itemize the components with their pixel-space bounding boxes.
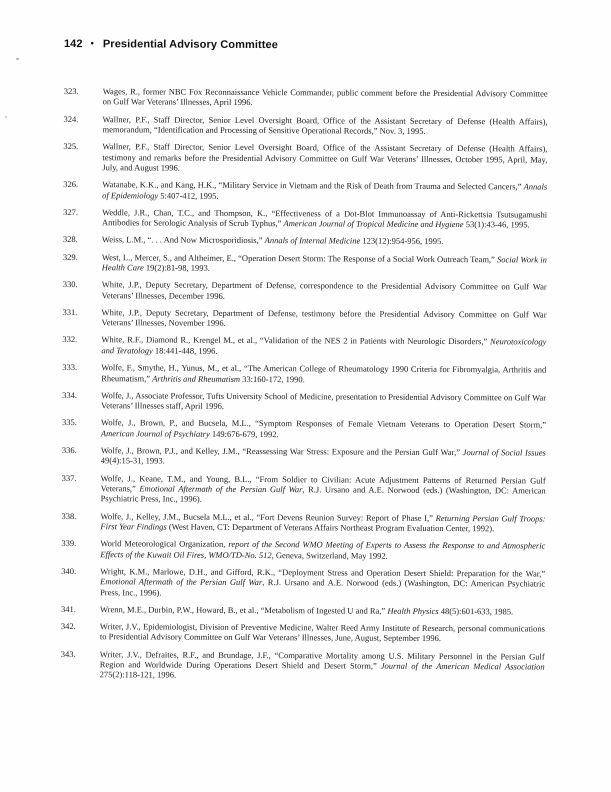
scan-artifact — [5, 116, 7, 118]
running-header-title: Presidential Advisory Committee — [102, 38, 278, 52]
reference-text: Wolfe, J., Brown, P.J., and Kelley, J.M., “Reassessing War Stress: Exposure and the Persian Gulf War,” Journal of Social Issues 49(4):15-31, 1993. — [100, 445, 546, 466]
reference-text: Wolfe, J., Kelley, J.M., Bucsela M.L., et al., “Fort Devens Reunion Survey: Report of Phase I,” Returning Persian Gulf Troops: First Year Findings (West Haven, CT: Department of Veterans Affairs Northeast Program Evaluation Center, 1992). — [100, 510, 546, 534]
reference-number: 342. — [60, 620, 76, 632]
reference-text: White, J.P., Deputy Secretary, Department of Defense, correspondence to the Presidential Advisory Committee on Gulf War Veterans’ Illnesses, December 1996. — [101, 279, 547, 301]
reference-text: Wolfe, J., Associate Professor, Tufts University School of Medicine, presentation to Presidential Advisory Committee on Gulf War Veterans’ Illnesses staff, April 1996. — [101, 389, 547, 411]
reference-number: 337. — [61, 472, 77, 483]
reference-entry — [63, 234, 547, 247]
scan-artifact — [16, 58, 19, 60]
reference-number: 331. — [62, 306, 78, 317]
reference-number: 332. — [62, 334, 78, 345]
reference-entry — [61, 566, 545, 600]
reference-entry — [61, 649, 545, 683]
reference-entry — [64, 86, 548, 109]
reference-entry — [63, 141, 547, 175]
reference-entry — [62, 362, 546, 385]
reference-list — [61, 86, 548, 682]
reference-number: 339. — [61, 538, 77, 549]
reference-text: Wallner, P.F., Staff Director, Senior Level Oversight Board, Office of the Assistant Secretary of Defense (Health Affairs), testimony and remarks before the Presidential Advisory Committee on Gulf War Veterans’ Illnesses, October 1995, April, May, July, and August 1996. — [102, 141, 548, 173]
reference-entry — [62, 307, 546, 330]
reference-number: 325. — [63, 141, 79, 152]
reference-number: 340. — [61, 565, 77, 576]
reference-number: 343. — [60, 648, 76, 659]
reference-entry — [61, 511, 545, 534]
reference-entry — [62, 445, 546, 468]
reference-entry — [63, 207, 547, 230]
reference-text: Watanabe, K.K., and Kang, H.K., “Military Service in Vietnam and the Risk of Death from Trauma and Selected Cancers,” Annals of Epidemiology 5:407-412, 1995. — [102, 179, 548, 201]
reference-number: 330. — [62, 279, 78, 290]
reference-entry — [63, 114, 547, 137]
reference-number: 335. — [61, 417, 77, 428]
reference-text: Wallner, P.F., Staff Director, Senior Level Oversight Board, Office of the Assistant Secretary of Defense (Health Affairs), memorandum, “Identification and Processing of Sensitive Operational Records,” Nov. 3, 1995. — [102, 113, 548, 136]
reference-text: Weiss, L.M., “. . . And Now Microsporidiosis,” Annals of Internal Medicine 123(12):954-956, 1995. — [101, 234, 444, 247]
reference-text: White, R.F., Diamond R., Krengel M., et al., “Validation of the NES 2 in Patients with Neurologic Disorders,” Neurotoxicology and Teratology 18:441-448, 1996. — [101, 334, 547, 356]
reference-text: Weddle, J.R., Chan, T.C., and Thompson, K., “Effectiveness of a Dot-Blot Immunoassay of Anti-Rickettsia Tsutsugamushi Antibodies for Serologic Analysis of Scrub Typhus,” American Journal of Tropical Medicine and Hygiene 53(1):43-46, 1995. — [102, 207, 548, 230]
reference-text: Wright, K.M., Marlowe, D.H., and Gifford, R.K., “Deployment Stress and Operation Desert Shield: Preparation for the War,” Emotional Aftermath of the Persian Gulf War, R.J. Ursano and A.E. Norwood (eds.) (Washington, DC: American Psychiatric Press, Inc., 1996). — [100, 565, 546, 598]
page-content — [61, 38, 548, 682]
reference-entry — [61, 538, 545, 561]
reference-text: Writer, J.V., Epidemiologist, Division of Preventive Medicine, Walter Reed Army Institute of Research, personal communications to Presidential Advisory Committee on Gulf War Veterans’ Illnesses, June, August, September 1996. — [99, 621, 545, 644]
reference-text: Wrenn, M.E., Durbin, P.W., Howard, B., et al., “Metabolism of Ingested U and Ra,” Health Physics 48(5):601-633, 1985. — [99, 603, 514, 617]
reference-number: 328. — [62, 234, 78, 245]
reference-text: Wolfe, F., Smythe, H., Yunus, M., et al., “The American College of Rheumatology 1990 Criteria for Fibromyalgia, Arthritis and Rheumatism,” Arthritis and Rheumatism 33:160-172, 1990. — [101, 362, 547, 384]
reference-number: 323. — [63, 85, 79, 97]
reference-text: White, J.P., Deputy Secretary, Department of Defense, testimony before the Presidential Advisory Committee on Gulf War Veterans’ Illnesses, November 1996. — [101, 307, 547, 329]
reference-number: 324. — [63, 113, 79, 124]
reference-number: 327. — [63, 206, 78, 217]
reference-number: 336. — [61, 444, 77, 455]
reference-entry — [63, 252, 547, 275]
reference-number: 333. — [62, 362, 78, 373]
reference-entry — [62, 334, 546, 357]
reference-entry — [61, 604, 545, 617]
reference-text: Wolfe, J., Brown, P., and Bucsela, M.L., “Symptom Responses of Female Vietnam Veterans to Operation Desert Storm,” American Journal of Psychiatry 149:676-679, 1992. — [100, 417, 547, 439]
reference-entry — [62, 417, 546, 440]
bullet-separator-icon: • — [90, 38, 94, 49]
reference-number: 341. — [60, 603, 76, 614]
reference-text: World Meteorological Organization, report of the Second WMO Meeting of Experts to Assess the Response to and Atmospheric Effects of the Kuwait Oil Fires, WMO/TD-No. 512, Geneva, Switzerland, May 1992. — [100, 538, 546, 561]
reference-text: Wolfe, J., Keane, T.M., and Young, B.L., “From Soldier to Civilian: Acute Adjustment Patterns of Returned Persian Gulf Veterans,” Emotional Aftermath of the Persian Gulf War, R.J. Ursano and A.E. Norwood (eds.) (Washington, DC: American Psychiatric Press, Inc., 1996). — [100, 472, 546, 505]
reference-entry — [63, 279, 547, 302]
reference-entry — [61, 621, 545, 644]
reference-text: Wages, R., former NBC Fox Reconnaissance Vehicle Commander, public comment before the Presidential Advisory Committee on Gulf War Veterans’ Illnesses, April 1996. — [102, 86, 548, 108]
reference-number: 338. — [61, 510, 77, 521]
reference-text: West, L., Mercer, S., and Altheimer, E., “Operation Desert Storm: The Response of a Social Work Outreach Team,” Social Work in Health Care 19(2):81-98, 1993. — [101, 251, 547, 273]
reference-entry — [63, 179, 547, 202]
reference-text: Writer, J.V., Defraites, R.F., and Brundage, J.F., “Comparative Mortality among U.S. Military Personnel in the Persian Gulf Region and Worldwide During Operations Desert Shield and Desert Storm,” Journal of the American Medical Association 275(2):118-121, 1996. — [99, 648, 545, 681]
reference-number: 326. — [63, 179, 79, 190]
reference-entry — [62, 473, 546, 507]
reference-number: 329. — [62, 251, 78, 262]
running-header — [64, 38, 548, 54]
reference-entry — [62, 390, 546, 413]
reference-number: 334. — [62, 389, 78, 400]
page-number: 142 — [63, 38, 83, 51]
